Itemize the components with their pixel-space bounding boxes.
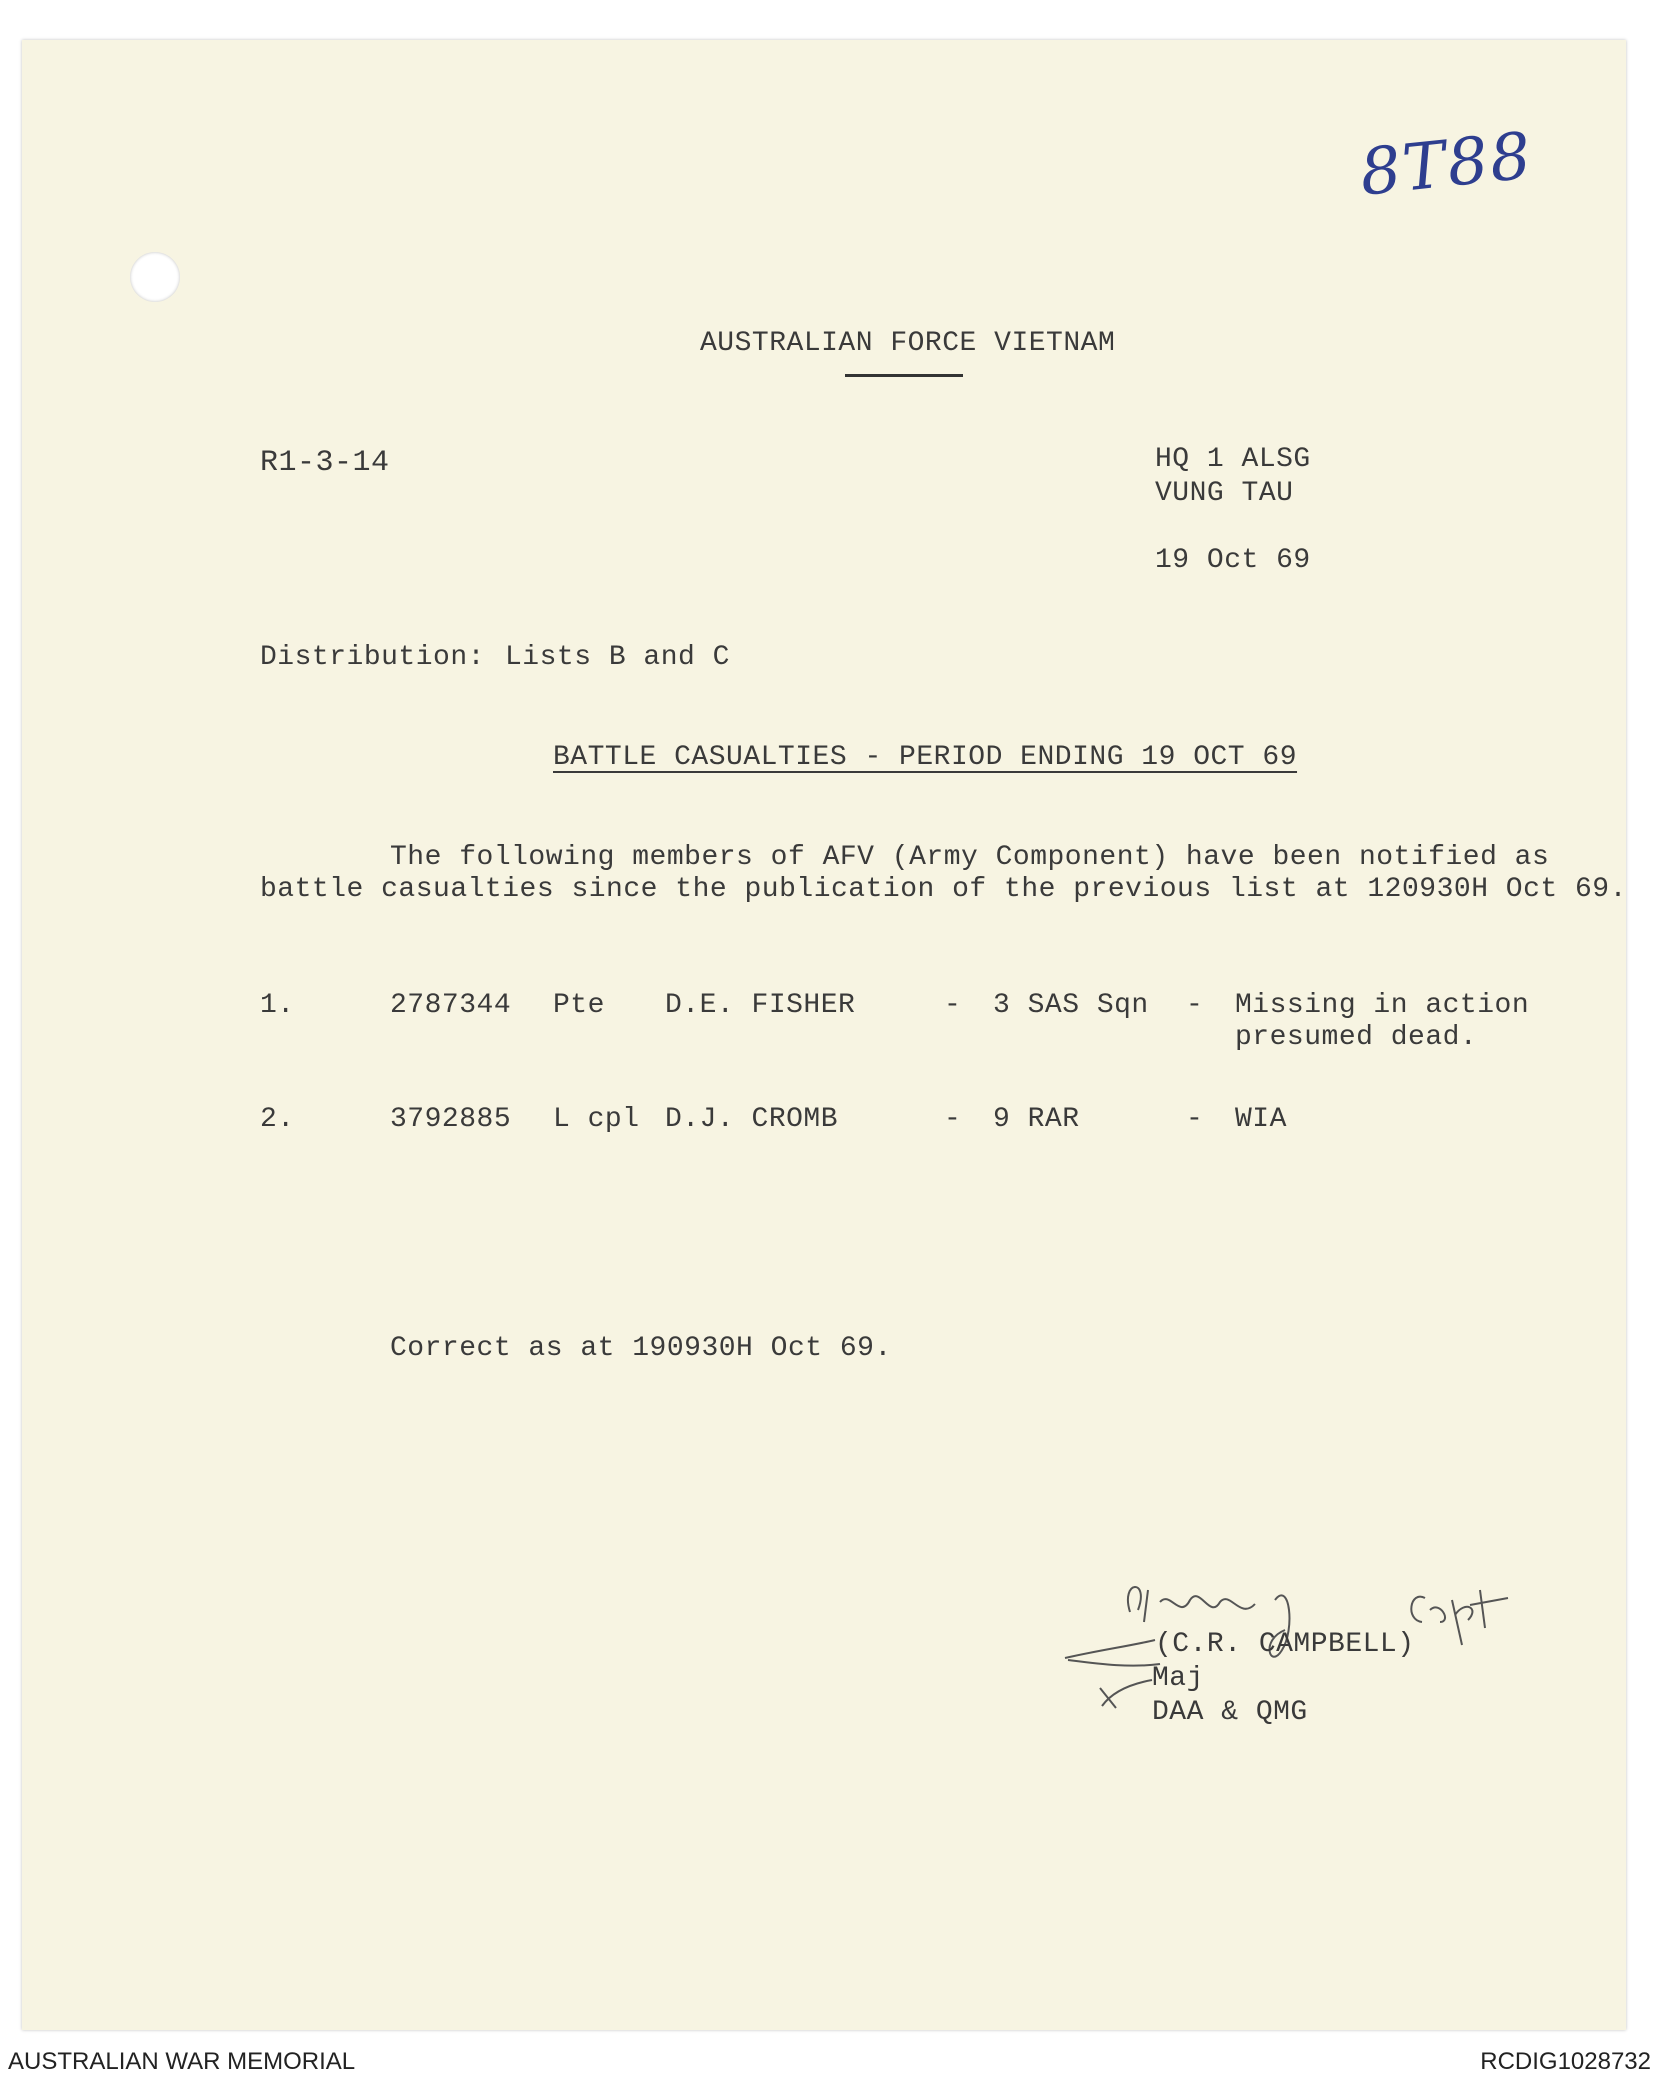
- file-reference: R1-3-14: [260, 446, 390, 480]
- casualty-index: 2.: [260, 1104, 295, 1135]
- distribution-label: Distribution:: [260, 642, 485, 673]
- casualty-name: D.E. FISHER: [665, 990, 856, 1021]
- casualty-index: 1.: [260, 990, 295, 1021]
- signatory-name: (C.R. CAMPBELL): [1155, 1629, 1415, 1660]
- letterhead: AUSTRALIAN FORCE VIETNAM: [700, 328, 1116, 359]
- separator-dash: -: [1186, 1104, 1204, 1135]
- handwritten-reference-number: 8T88: [1356, 119, 1537, 211]
- service-number: 2787344: [390, 990, 512, 1021]
- archive-id: RCDIG1028732: [1480, 2048, 1651, 2075]
- service-number: 3792885: [390, 1104, 512, 1135]
- separator-dash: -: [944, 990, 962, 1021]
- casualty-name: D.J. CROMB: [665, 1104, 839, 1135]
- separator-dash: -: [1186, 990, 1204, 1021]
- unit: 3 SAS Sqn: [993, 990, 1149, 1021]
- casualty-status-line-1: WIA: [1235, 1104, 1287, 1135]
- document-date: 19 Oct 69: [1155, 545, 1311, 576]
- casualty-status-line-1: Missing in action: [1235, 990, 1530, 1021]
- separator-dash: -: [944, 1104, 962, 1135]
- intro-line-1: The following members of AFV (Army Component) have been notified as: [390, 842, 1550, 873]
- subject-heading: BATTLE CASUALTIES - PERIOD ENDING 19 OCT 69: [553, 742, 1298, 773]
- intro-line-2: battle casualties since the publication of the previous list at 120930H Oct 69.: [260, 874, 1627, 905]
- unit: 9 RAR: [993, 1104, 1080, 1135]
- casualty-status-line-2: presumed dead.: [1235, 1022, 1478, 1053]
- signatory-rank: Maj: [1152, 1663, 1204, 1694]
- distribution-value: Lists B and C: [505, 642, 730, 673]
- rank: Pte: [553, 990, 605, 1021]
- sender-line-2: VUNG TAU: [1155, 478, 1294, 509]
- handwritten-signature-text: [1150, 1590, 1163, 1591]
- sender-line-1: HQ 1 ALSG: [1155, 444, 1311, 475]
- rank: L cpl: [553, 1104, 640, 1135]
- signatory-appointment: DAA & QMG: [1152, 1697, 1308, 1728]
- correct-as-statement: Correct as at 190930H Oct 69.: [390, 1333, 892, 1364]
- letterhead-rule: [845, 374, 963, 377]
- punch-hole: [130, 252, 180, 302]
- archive-credit: AUSTRALIAN WAR MEMORIAL: [8, 2048, 356, 2075]
